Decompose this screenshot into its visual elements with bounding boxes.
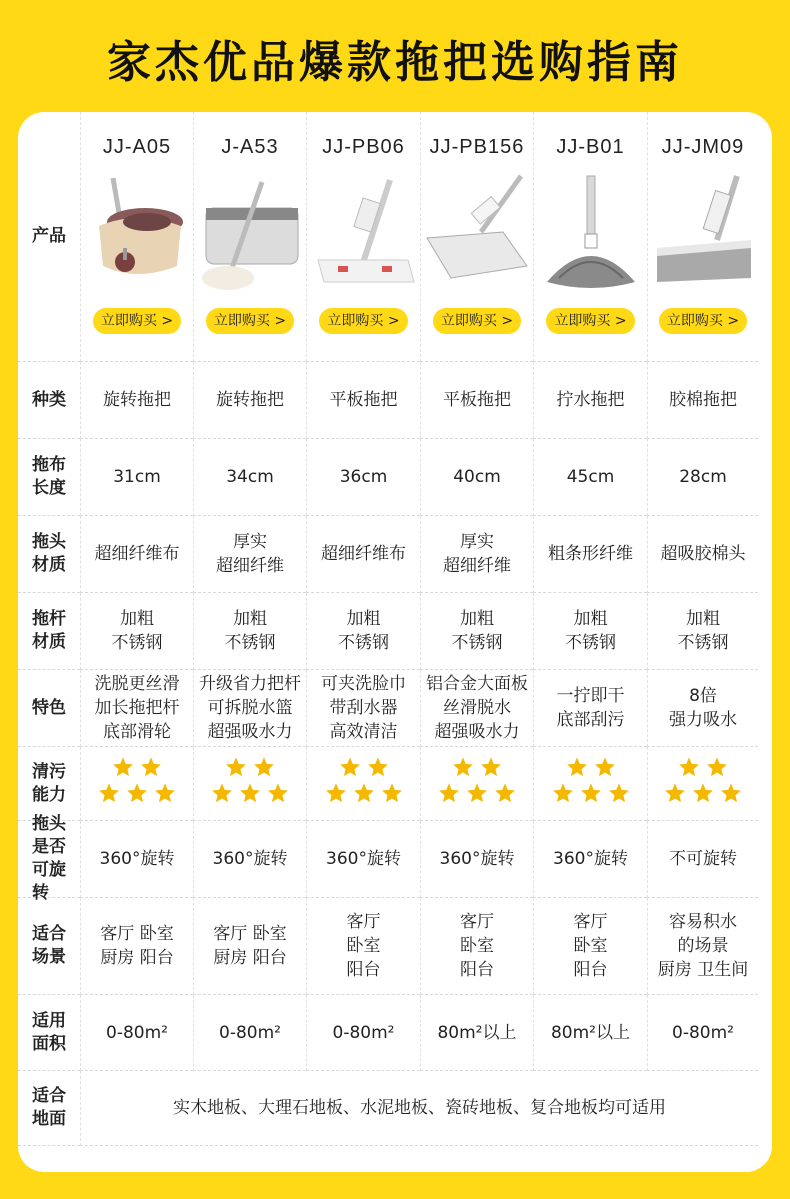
cell-rod_material: 加粗 不锈钢 <box>533 593 647 670</box>
product-cell <box>306 112 420 362</box>
row-label-type: 种类 <box>18 362 80 439</box>
rating-stars <box>306 747 420 821</box>
cell-scene: 客厅 卧室 阳台 <box>533 898 647 995</box>
comparison-card <box>18 112 772 1172</box>
star-row <box>552 784 630 810</box>
cell-features: 8倍 强力吸水 <box>647 670 758 747</box>
star-row <box>98 784 176 810</box>
cell-features: 一拧即干 底部刮污 <box>533 670 647 747</box>
spin-mop-bucket-icon <box>85 170 189 302</box>
cell-scene: 容易积水 的场景 厨房 卫生间 <box>647 898 758 995</box>
cell-head_material: 厚实 超细纤维 <box>420 516 533 593</box>
cell-rotate: 360°旋转 <box>80 821 193 898</box>
star-icon <box>211 782 233 811</box>
product-cell <box>647 112 758 362</box>
cell-rod_material: 加粗 不锈钢 <box>420 593 533 670</box>
star-icon <box>325 782 347 811</box>
star-icon <box>253 756 275 785</box>
rating-stars <box>80 747 193 821</box>
floor-types: 实木地板、大理石地板、水泥地板、瓷砖地板、复合地板均可适用 <box>80 1071 758 1146</box>
product-model: JJ-JM09 <box>661 136 745 158</box>
star-icon <box>580 782 602 811</box>
star-row <box>566 758 616 784</box>
cell-features: 升级省力把杆 可拆脱水篮 超强吸水力 <box>193 670 306 747</box>
row-label-head_material: 拖头 材质 <box>18 516 80 593</box>
cell-area: 0-80m² <box>647 995 758 1071</box>
cell-area: 80m²以上 <box>533 995 647 1071</box>
buy-now-button[interactable]: 立即购买 > <box>319 308 407 334</box>
star-icon <box>594 756 616 785</box>
star-icon <box>452 756 474 785</box>
cell-area: 0-80m² <box>80 995 193 1071</box>
product-model: JJ-PB06 <box>322 136 405 158</box>
star-icon <box>664 782 686 811</box>
cell-area: 0-80m² <box>193 995 306 1071</box>
cell-length: 34cm <box>193 439 306 516</box>
cell-rod_material: 加粗 不锈钢 <box>647 593 758 670</box>
star-row <box>678 758 728 784</box>
page-title: 家杰优品爆款拖把选购指南 <box>107 37 683 88</box>
cell-features: 铝合金大面板 丝滑脱水 超强吸水力 <box>420 670 533 747</box>
cell-head_material: 超细纤维布 <box>80 516 193 593</box>
product-cell <box>533 112 647 362</box>
star-row <box>225 758 275 784</box>
cell-type: 旋转拖把 <box>193 362 306 439</box>
spin-mop-clear-bucket-icon <box>198 170 302 302</box>
star-icon <box>706 756 728 785</box>
star-icon <box>552 782 574 811</box>
twist-mop-icon <box>539 170 643 302</box>
row-label-length: 拖布 长度 <box>18 439 80 516</box>
row-label-rotate: 拖头 是否 可旋转 <box>18 821 80 898</box>
star-icon <box>381 782 403 811</box>
star-icon <box>353 782 375 811</box>
star-icon <box>438 782 460 811</box>
star-icon <box>480 756 502 785</box>
cell-area: 80m²以上 <box>420 995 533 1071</box>
cell-features: 洗脱更丝滑 加长拖把杆 底部滑轮 <box>80 670 193 747</box>
cell-type: 平板拖把 <box>420 362 533 439</box>
cell-scene: 客厅 卧室 厨房 阳台 <box>80 898 193 995</box>
product-cell <box>80 112 193 362</box>
cell-rotate: 360°旋转 <box>420 821 533 898</box>
cell-rod_material: 加粗 不锈钢 <box>80 593 193 670</box>
buy-now-button[interactable]: 立即购买 > <box>93 308 181 334</box>
row-label-scene: 适合 场景 <box>18 898 80 995</box>
star-icon <box>720 782 742 811</box>
product-model: JJ-PB156 <box>429 136 525 158</box>
star-icon <box>98 782 120 811</box>
star-icon <box>692 782 714 811</box>
buy-now-button[interactable]: 立即购买 > <box>659 308 747 334</box>
star-icon <box>566 756 588 785</box>
star-row <box>438 784 516 810</box>
flat-mop-icon <box>312 170 416 302</box>
rating-stars <box>647 747 758 821</box>
buy-now-button[interactable]: 立即购买 > <box>546 308 634 334</box>
product-model: JJ-B01 <box>556 136 625 158</box>
buy-now-button[interactable]: 立即购买 > <box>206 308 294 334</box>
star-icon <box>140 756 162 785</box>
rating-stars <box>533 747 647 821</box>
buy-now-button[interactable]: 立即购买 > <box>433 308 521 334</box>
cell-scene: 客厅 卧室 阳台 <box>420 898 533 995</box>
star-row <box>339 758 389 784</box>
star-row <box>112 758 162 784</box>
cell-head_material: 超细纤维布 <box>306 516 420 593</box>
wide-flat-mop-icon <box>425 170 529 302</box>
row-label-area: 适用 面积 <box>18 995 80 1071</box>
row-label-features: 特色 <box>18 670 80 747</box>
star-row <box>664 784 742 810</box>
cell-type: 拧水拖把 <box>533 362 647 439</box>
cell-length: 28cm <box>647 439 758 516</box>
cell-area: 0-80m² <box>306 995 420 1071</box>
cell-rod_material: 加粗 不锈钢 <box>306 593 420 670</box>
rating-stars <box>420 747 533 821</box>
star-icon <box>678 756 700 785</box>
rating-stars <box>193 747 306 821</box>
product-cell <box>193 112 306 362</box>
cell-features: 可夹洗脸巾 带刮水器 高效清洁 <box>306 670 420 747</box>
cell-rotate: 360°旋转 <box>193 821 306 898</box>
cell-scene: 客厅 卧室 阳台 <box>306 898 420 995</box>
cell-head_material: 超吸胶棉头 <box>647 516 758 593</box>
cell-rotate: 360°旋转 <box>533 821 647 898</box>
star-icon <box>367 756 389 785</box>
sponge-mop-icon <box>651 170 755 302</box>
cell-length: 36cm <box>306 439 420 516</box>
cell-rod_material: 加粗 不锈钢 <box>193 593 306 670</box>
cell-scene: 客厅 卧室 厨房 阳台 <box>193 898 306 995</box>
cell-head_material: 粗条形纤维 <box>533 516 647 593</box>
star-icon <box>225 756 247 785</box>
star-icon <box>494 782 516 811</box>
cell-type: 平板拖把 <box>306 362 420 439</box>
cell-rotate: 360°旋转 <box>306 821 420 898</box>
row-label-product: 产品 <box>18 112 80 362</box>
row-label-cleaning: 清污 能力 <box>18 747 80 821</box>
product-model: JJ-A05 <box>102 136 172 158</box>
star-icon <box>608 782 630 811</box>
cell-length: 31cm <box>80 439 193 516</box>
row-label-rod_material: 拖杆 材质 <box>18 593 80 670</box>
cell-length: 40cm <box>420 439 533 516</box>
star-icon <box>154 782 176 811</box>
product-model: J-A53 <box>221 136 279 158</box>
star-icon <box>112 756 134 785</box>
star-row <box>452 758 502 784</box>
star-icon <box>239 782 261 811</box>
star-icon <box>466 782 488 811</box>
star-icon <box>126 782 148 811</box>
cell-head_material: 厚实 超细纤维 <box>193 516 306 593</box>
star-row <box>325 784 403 810</box>
star-icon <box>267 782 289 811</box>
cell-rotate: 不可旋转 <box>647 821 758 898</box>
cell-type: 胶棉拖把 <box>647 362 758 439</box>
cell-type: 旋转拖把 <box>80 362 193 439</box>
comparison-table <box>18 112 772 1146</box>
star-icon <box>339 756 361 785</box>
row-label-floor: 适合 地面 <box>18 1071 80 1146</box>
cell-length: 45cm <box>533 439 647 516</box>
star-row <box>211 784 289 810</box>
product-cell <box>420 112 533 362</box>
